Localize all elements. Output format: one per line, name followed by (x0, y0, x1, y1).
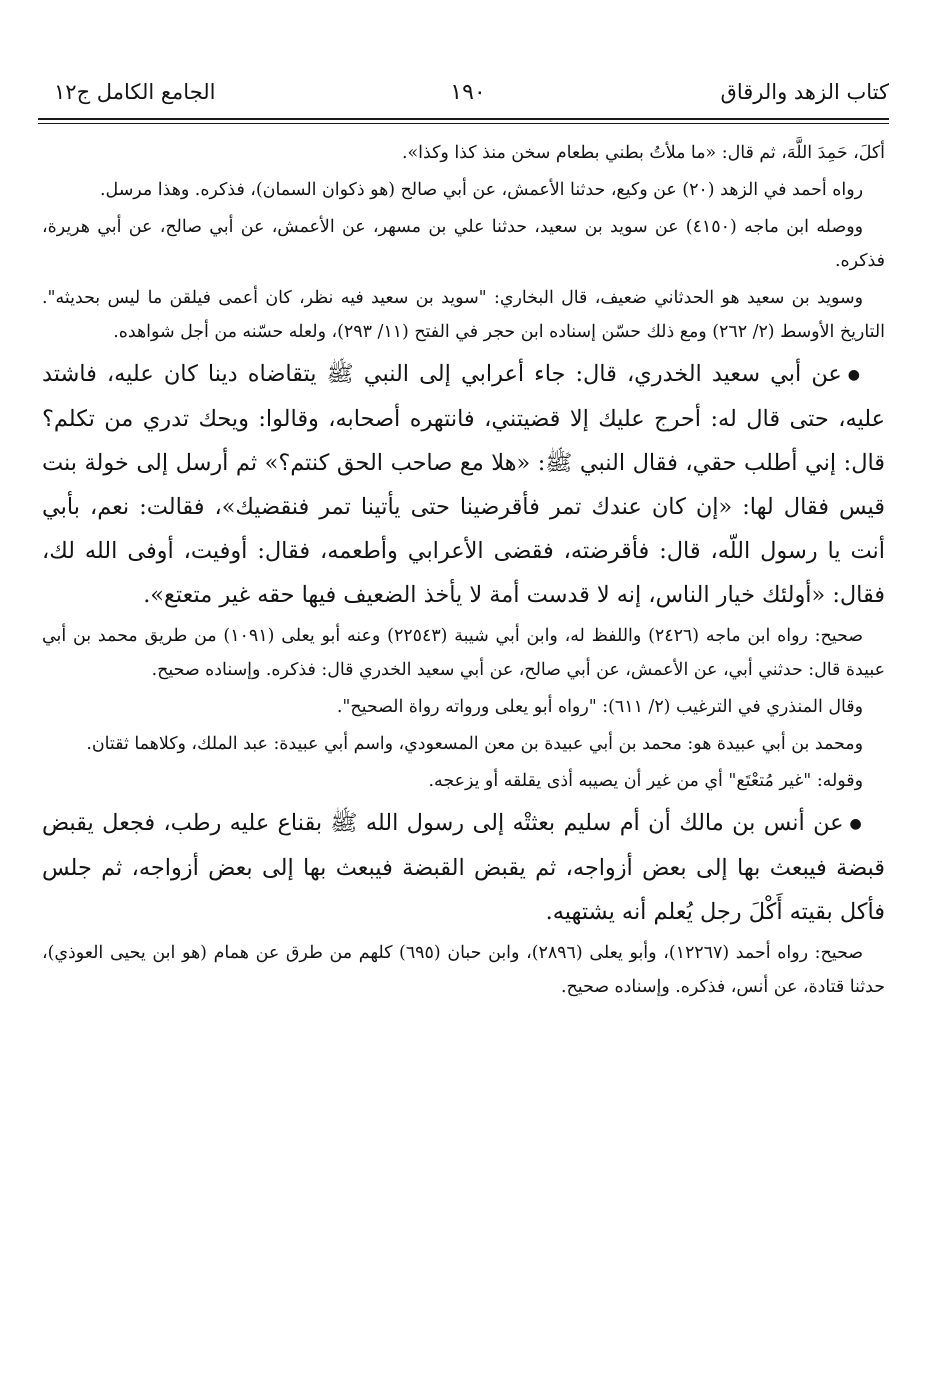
paragraph-text: ومحمد بن أبي عبيدة هو: محمد بن أبي عبيدة بن معن المسعودي، واسم أبي عبيدة: عبد الملك، وكلاهما ثقتان. (86, 734, 863, 754)
bullet-icon: ● (849, 816, 864, 832)
paragraph-text: عن أبي سعيد الخدري، قال: جاء أعرابي إلى النبي ﷺ يتقاضاه دينا كان عليه، فاشتد عليه، حتى قال له: أحرج عليك إلا قضيتني، فانتهره أصحابه، وقالوا: ويحك تدري من تكلم؟ قال: إني أطلب حقي، فقال النبي ﷺ: «هلا مع صاحب الحق كنتم؟» ثم أرسل إلى خولة بنت قيس فقال لها: «إن كان عندك تمر فأقرضينا حتى يأتينا تمر فنقضيك»، فقالت: نعم، بأبي أنت يا رسول اللّه، قال: فأقرضته، فقضى الأعرابي وأطعمه، فقال: أوفيت، أوفى الله لك، فقال: «أولئك خيار الناس، إنه لا قدست أمة لا يأخذ الضعيف فيها حقه غير متعتع». (42, 361, 885, 608)
header-rule-thick (38, 118, 889, 120)
paragraph-takhrij (42, 281, 885, 349)
bullet-icon: ● (847, 367, 863, 383)
page-number: ١٩٠ (450, 79, 486, 105)
paragraph-text: عن أنس بن مالك أن أم سليم بعثتْه إلى رسول الله ﷺ بقناع عليه رطب، فجعل يقبض قبضة فيبعث بها إلى بعض أزواجه، ثم يقبض القبضة فيبعث بها إلى بعض أزواجه، ثم جلس فأكل بقيته أَكْلَ رجل يُعلم أنه يشتهيه. (42, 810, 885, 925)
paragraph-text: وقوله: "غير مُتعْتَع" أي من غير أن يصيبه أذى يقلقه أو يزعجه. (428, 771, 863, 791)
paragraph-text: رواه أحمد في الزهد (٢٠) عن وكيع، حدثنا الأعمش، عن أبي صالح (هو ذكوان السمان)، فذكره. وهذا مرسل. (100, 180, 863, 200)
paragraph-takhrij (42, 210, 885, 278)
page-body (42, 136, 885, 1007)
header-book-title: كتاب الزهد والرقاق (720, 80, 889, 104)
header-volume-title: الجامع الكامل ج١٢ (54, 80, 216, 104)
paragraph-takhrij (42, 173, 885, 207)
paragraph-text: وقال المنذري في الترغيب (٢/ ٦١١): "رواه أبو يعلى ورواته رواة الصحيح". (336, 697, 863, 717)
paragraph-text: وسويد بن سعيد هو الحدثاني ضعيف، قال البخاري: "سويد بن سعيد فيه نظر، كان أعمى فيلقن ما ليس بحديثه". التاريخ الأوسط (٢/ ٢٦٢) ومع ذلك حسّن إسناده ابن حجر في الفتح (١١/ ٢٩٣)، ولعله حسّنه من أجل شواهده. (42, 288, 885, 342)
paragraph-continuation (42, 136, 885, 170)
paragraph-takhrij (42, 619, 885, 687)
paragraph-text: صحيح: رواه ابن ماجه (٢٤٢٦) واللفظ له، وابن أبي شيبة (٢٢٥٤٣) وعنه أبو يعلى (١٠٩١) من طريق محمد بن أبي عبيدة قال: حدثني أبي، عن الأعمش، عن أبي صالح، عن أبي سعيد الخدري قال: فذكره. وإسناده صحيح. (42, 626, 885, 680)
hadith-paragraph (42, 352, 885, 617)
paragraph-text: صحيح: رواه أحمد (١٢٢٦٧)، وأبو يعلى (٢٨٩٦)، وابن حبان (٦٩٥) كلهم من طرق عن همام (هو ابن يحيى العوذي)، حدثنا قتادة، عن أنس، فذكره. وإسناده صحيح. (42, 943, 885, 997)
hadith-paragraph (42, 801, 885, 934)
running-header (54, 72, 889, 112)
paragraph-text: ووصله ابن ماجه (٤١٥٠) عن سويد بن سعيد، حدثنا علي بن مسهر، عن الأعمش، عن أبي صالح، عن أبي هريرة، فذكره. (42, 217, 885, 271)
paragraph-takhrij (42, 764, 885, 798)
paragraph-takhrij (42, 727, 885, 761)
paragraph-text: أكلَ، حَمِدَ اللَّهَ، ثم قال: «ما ملأتُ بطني بطعام سخن منذ كذا وكذا». (401, 143, 885, 163)
header-rule-thin (38, 123, 889, 124)
paragraph-takhrij (42, 690, 885, 724)
paragraph-takhrij (42, 936, 885, 1004)
